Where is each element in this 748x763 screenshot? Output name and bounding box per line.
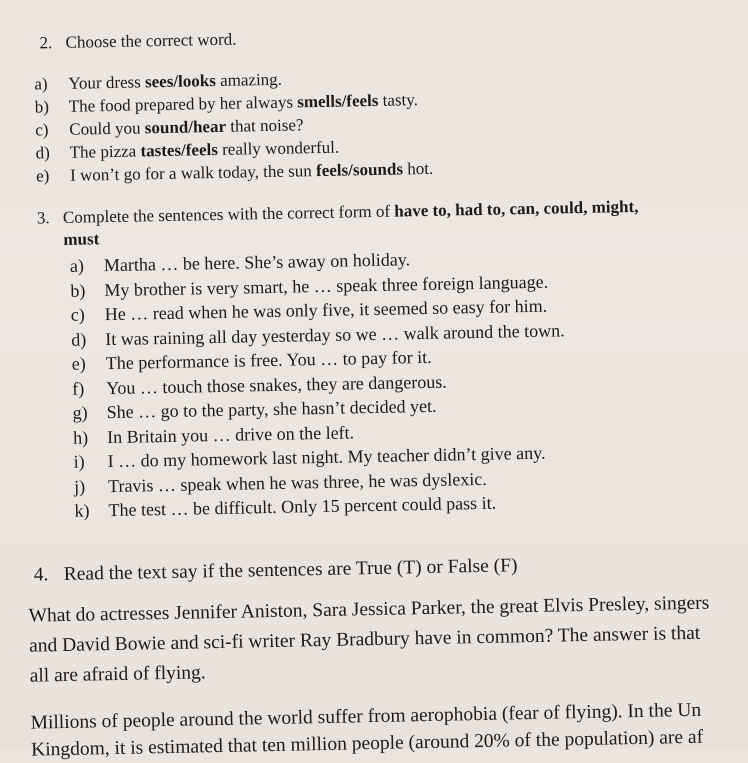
q3-item-text: I … do my homework last night. My teacher didn’t give any. bbox=[107, 442, 546, 472]
q3-item bbox=[72, 371, 447, 398]
q3-item-label: b) bbox=[70, 280, 86, 301]
q2-number: 2. bbox=[39, 33, 53, 53]
q3-item-text: He … read when he was only five, it seemed so easy for him. bbox=[104, 295, 548, 325]
q2-item-text-end: hot. bbox=[402, 158, 434, 179]
q3-item bbox=[70, 271, 548, 300]
q3-item-text: In Britain you … drive on the left. bbox=[106, 421, 355, 447]
q3-item bbox=[73, 443, 545, 472]
q3-item bbox=[72, 396, 436, 423]
q2-item bbox=[34, 70, 282, 95]
q2-item-text-end: really wonderful. bbox=[217, 137, 340, 159]
q3-item-text: She … go to the party, she hasn’t decided yet. bbox=[106, 395, 437, 423]
q4-para1-line2: and David Bowie and sci-fi writer Ray Bradbury have in common? The answer is that bbox=[28, 622, 701, 657]
q2-item-label: d) bbox=[35, 143, 51, 163]
q4-title: Read the text say if the sentences are True (T) or False (F) bbox=[63, 555, 518, 585]
q2-item-choice: smells/feels bbox=[297, 90, 379, 112]
q3-item bbox=[74, 493, 496, 521]
q2-item-text: Could you bbox=[69, 118, 145, 139]
q3-number: 3. bbox=[36, 208, 50, 228]
q3-item-text: It was raining all day yesterday so we … walk around the town. bbox=[105, 319, 565, 349]
q2-item-text-end: amazing. bbox=[215, 69, 283, 90]
q2-item-text: The food prepared by her always bbox=[68, 92, 298, 116]
q3-item-label: e) bbox=[71, 353, 86, 374]
q3-item-text: My brother is very smart, he … speak three foreign language. bbox=[104, 271, 549, 300]
q2-item bbox=[36, 159, 433, 187]
q3-item-text: Travis … speak when he was three, he was dyslexic. bbox=[107, 468, 487, 496]
q2-item-text: Your dress bbox=[68, 72, 146, 93]
q4-para1-line1: What do actresses Jennifer Aniston, Sara Jessica Parker, the great Elvis Presley, singers bbox=[28, 592, 710, 627]
q2-heading bbox=[39, 30, 236, 54]
q3-item bbox=[74, 468, 487, 496]
q2-item-choice: tastes/feels bbox=[140, 139, 219, 161]
q4-heading bbox=[34, 554, 518, 587]
q3-item bbox=[70, 249, 411, 276]
q2-item-label: a) bbox=[34, 74, 48, 94]
q4-para2-line2: Kingdom, it is estimated that ten million people (around 20% of the population) are af bbox=[30, 726, 704, 761]
q2-item bbox=[35, 90, 419, 117]
q3-item-label: g) bbox=[72, 402, 88, 423]
q3-item-text: You … touch those snakes, they are dangerous. bbox=[106, 371, 447, 398]
q2-item-text-end: that noise? bbox=[225, 115, 304, 136]
q3-item-label: i) bbox=[73, 451, 85, 472]
q3-item-label: j) bbox=[73, 476, 86, 497]
q3-heading-cont bbox=[63, 229, 99, 250]
q3-item-label: a) bbox=[69, 255, 85, 276]
q2-item-label: e) bbox=[35, 166, 50, 186]
q3-item-label: d) bbox=[71, 329, 87, 350]
q3-item-label: k) bbox=[74, 500, 90, 521]
q3-item bbox=[73, 422, 354, 447]
q3-title: Complete the sentences with the correct form of bbox=[62, 201, 395, 227]
q3-item-text: Martha … be here. She’s away on holiday. bbox=[103, 249, 411, 276]
q4-para2-line1: Millions of people around the world suffer from aerophobia (fear of flying). In the Un bbox=[30, 699, 702, 734]
q3-item-text: The test … be difficult. Only 15 percent could pass it. bbox=[108, 492, 497, 521]
q2-item-text: I won’t go for a walk today, the sun bbox=[69, 161, 317, 185]
q3-title-modals: have to, had to, can, could, might, bbox=[394, 196, 639, 221]
q2-title: Choose the correct word. bbox=[65, 29, 237, 52]
q2-item bbox=[36, 138, 340, 164]
q2-item-text-end: tasty. bbox=[378, 90, 419, 110]
q3-title-must: must bbox=[63, 229, 100, 249]
q2-item-choice: feels/sounds bbox=[315, 159, 404, 181]
q3-heading bbox=[37, 197, 639, 229]
q3-item-label: h) bbox=[72, 427, 89, 448]
q4-number: 4. bbox=[33, 564, 49, 586]
q3-item-label: f) bbox=[72, 378, 85, 399]
q2-item-choice: sees/looks bbox=[144, 70, 217, 92]
q3-item-label: c) bbox=[70, 304, 85, 325]
q2-item-text: The pizza bbox=[69, 141, 141, 162]
q2-item bbox=[35, 115, 304, 140]
q3-item-text: The performance is free. You … to pay for it. bbox=[105, 346, 432, 374]
q3-item bbox=[71, 296, 548, 325]
q4-para1-line3: all are afraid of flying. bbox=[29, 662, 206, 687]
q2-item-label: b) bbox=[34, 97, 50, 117]
q3-item bbox=[72, 347, 432, 374]
q3-item bbox=[71, 320, 565, 349]
q2-item-choice: sound/hear bbox=[144, 116, 227, 138]
q2-item-label: c) bbox=[35, 120, 49, 140]
